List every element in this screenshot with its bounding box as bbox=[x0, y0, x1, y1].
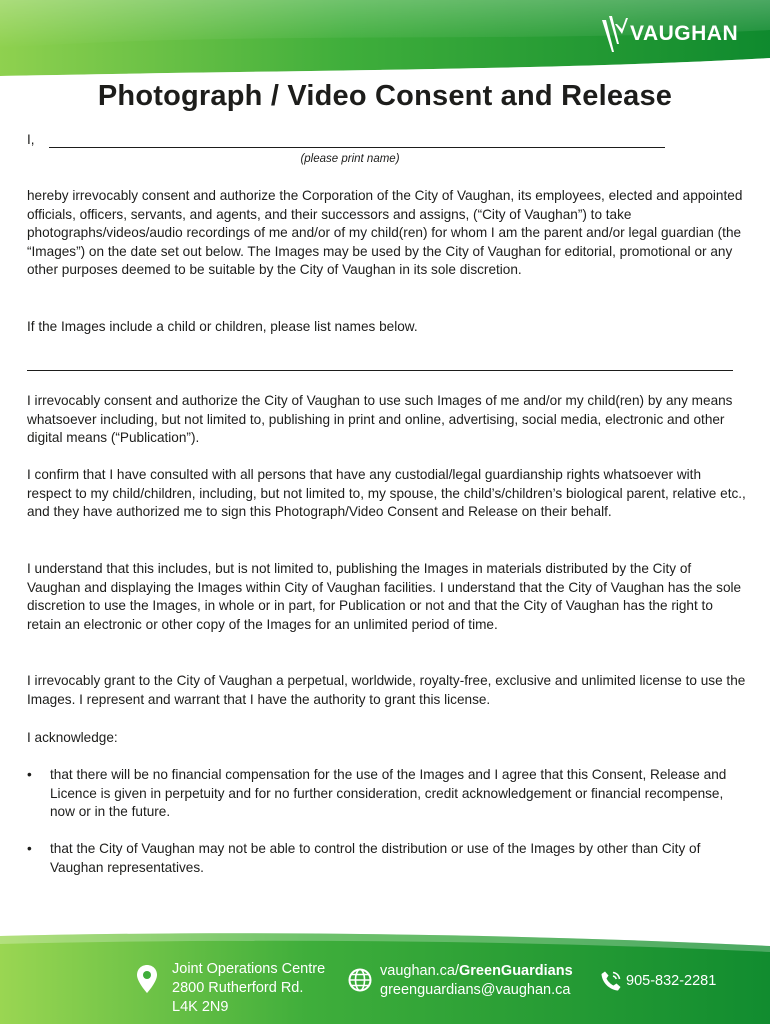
list-item bbox=[27, 840, 747, 880]
acknowledge-heading: I acknowledge: bbox=[27, 730, 118, 745]
address-line-3: L4K 2N9 bbox=[172, 999, 229, 1015]
print-name-row bbox=[27, 132, 667, 150]
website-link[interactable] bbox=[380, 962, 573, 981]
bullet-dot: • bbox=[27, 767, 32, 782]
logo-text: VAUGHAN bbox=[630, 22, 739, 45]
consent-paragraph: hereby irrevocably consent and authorize the Corporation of the City of Vaughan, its employees, elected and appointed officials, officers, servants, and agents, and their successors and assigns, (“City of Vaughan”) to take photographs/videos/audio recordings of me and/or of my child(ren) for whom I am the parent and/or legal guardian (the “Images”) on the date set out below. The Images may be used by the City of Vaughan for editorial, promotional or any other purposes deemed to be suitable by the City of Vaughan in its sole discretion. bbox=[27, 188, 743, 278]
footer-address bbox=[172, 960, 325, 1017]
list-item bbox=[27, 766, 747, 826]
name-hint: (please print name) bbox=[300, 153, 400, 165]
list-item-text: that the City of Vaughan may not be able to control the distribution or use of the Images by other than City of Vaughan representatives. bbox=[50, 841, 701, 875]
bullet-dot: • bbox=[27, 841, 32, 856]
name-prefix: I, bbox=[27, 132, 35, 147]
publication-paragraph: I irrevocably consent and authorize the City of Vaughan to use such Images of me and/or my child(ren) by any means whatsoever including, but not limited to, publishing in print and online, advertising, social media, electronic and other digital means (“Publication”). bbox=[27, 393, 733, 446]
children-names-field[interactable] bbox=[27, 370, 733, 371]
website-bold: GreenGuardians bbox=[459, 963, 573, 979]
children-instruction: If the Images include a child or children, please list names below. bbox=[27, 319, 418, 334]
list-item-text: that there will be no financial compensation for the use of the Images and I agree that this Consent, Release and Licence is given in perpetuity and for no further consideration, credit acknowledgement or financial recompense, now or in the future. bbox=[50, 767, 727, 820]
globe-icon bbox=[348, 968, 372, 992]
website-prefix: vaughan.ca/ bbox=[380, 963, 460, 979]
footer-web bbox=[380, 962, 573, 1000]
usage-paragraph: I understand that this includes, but is not limited to, publishing the Images in materials distributed by the City of Vaughan and displaying the Images within City of Vaughan facilities. I understand that the City of Vaughan has the sole discretion to use the Images, in whole or in part, for Publication or not and that the City of Vaughan has the right to retain an electronic or other copy of the Images for an unlimited period of time. bbox=[27, 561, 742, 632]
phone-number[interactable]: 905-832-2281 bbox=[626, 973, 717, 989]
guardianship-paragraph: I confirm that I have consulted with all persons that have any custodial/legal guardianship rights whatsoever with respect to my child/children, including, but not limited to, my spouse, the child’s/children’s biological parent, relative etc., and they have authorized me to sign this Photograph/Video Consent and Release on their behalf. bbox=[27, 467, 746, 520]
address-line-1: Joint Operations Centre bbox=[172, 961, 326, 977]
vaughan-logo[interactable] bbox=[600, 14, 760, 56]
license-paragraph: I irrevocably grant to the City of Vaughan a perpetual, worldwide, royalty-free, exclusive and unlimited license to use the Images. I represent and warrant that I have the authority to grant this license. bbox=[27, 673, 746, 707]
location-pin-icon bbox=[136, 964, 158, 994]
email-link[interactable]: greenguardians@vaughan.ca bbox=[380, 982, 571, 998]
page-title: Photograph / Video Consent and Release bbox=[97, 80, 673, 112]
print-name-field[interactable] bbox=[49, 147, 665, 148]
address-line-2: 2800 Rutherford Rd. bbox=[172, 980, 304, 996]
phone-icon bbox=[600, 970, 622, 992]
vaughan-logo-icon bbox=[600, 14, 630, 56]
